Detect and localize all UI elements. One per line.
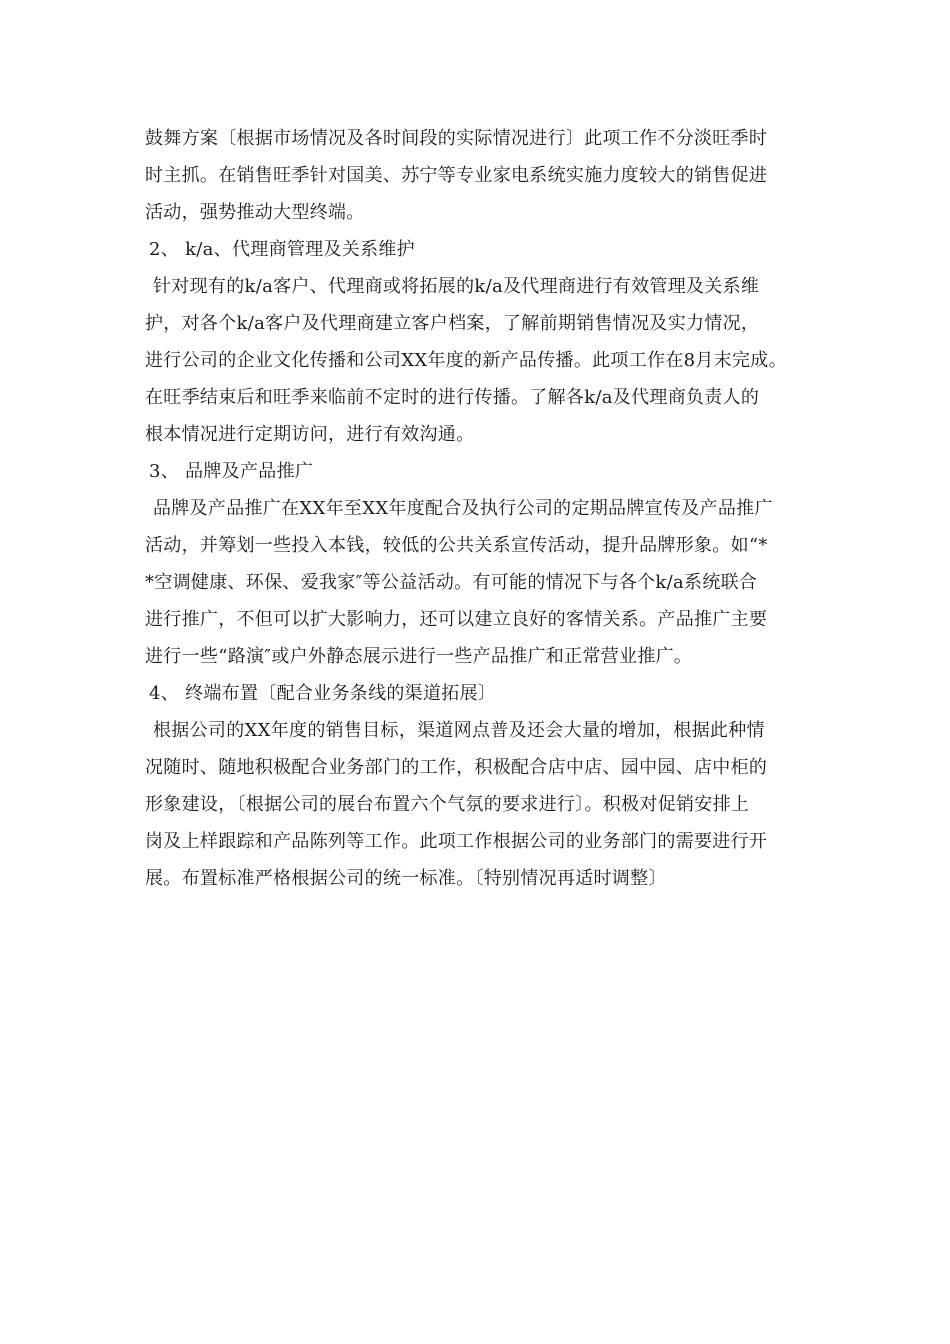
section-heading-2: 2、 k/a、代理商管理及关系维护 <box>149 239 415 260</box>
section-heading-3: 3、 品牌及产品推广 <box>149 461 314 482</box>
paragraph-line: 进行推广，不但可以扩大影响力，还可以建立良好的客情关系。产品推广主要 <box>145 609 768 630</box>
document-body <box>145 120 825 897</box>
paragraph-line: 针对现有的k/a客户、代理商或将拓展的k/a及代理商进行有效管理及关系维 <box>153 276 760 297</box>
paragraph-line: 展。布置标准严格根据公司的统一标准。〔特别情况再适时调整〕 <box>145 868 667 889</box>
paragraph-line: 护，对各个k/a客户及代理商建立客户档案，了解前期销售情况及实力情况， <box>145 313 760 334</box>
paragraph-line: 在旺季结束后和旺季来临前不定时的进行传播。了解各k/a及代理商负责人的 <box>145 387 760 408</box>
paragraph-line: 进行一些“路演″或户外静态展示进行一些产品推广和正常营业推广。 <box>145 646 693 667</box>
paragraph-line: 形象建设，〔根据公司的展台布置六个气氛的要求进行〕。积极对促销安排上 <box>145 794 750 815</box>
paragraph-line: *空调健康、环保、爱我家″等公益活动。有可能的情况下与各个k/a系统联合 <box>145 572 758 593</box>
paragraph-line: 时主抓。在销售旺季针对国美、苏宁等专业家电系统实施力度较大的销售促进 <box>145 165 768 186</box>
section-heading-4: 4、 终端布置〔配合业务条线的渠道拓展〕 <box>149 683 497 704</box>
paragraph-line: 进行公司的企业文化传播和公司XX年度的新产品传播。此项工作在8月末完成。 <box>145 350 787 371</box>
paragraph-line: 况随时、随地积极配合业务部门的工作，积极配合店中店、园中园、店中柜的 <box>145 757 768 778</box>
paragraph-line: 根本情况进行定期访问，进行有效沟通。 <box>145 424 475 445</box>
paragraph-line: 活动，强势推动大型终端。 <box>145 202 365 223</box>
paragraph-line: 品牌及产品推广在XX年至XX年度配合及执行公司的定期品牌宣传及产品推广 <box>153 498 773 519</box>
paragraph-line: 岗及上样跟踪和产品陈列等工作。此项工作根据公司的业务部门的需要进行开 <box>145 831 768 852</box>
paragraph-line: 活动，并筹划一些投入本钱，较低的公共关系宣传活动，提升品牌形象。如“* <box>145 535 768 556</box>
paragraph-line: 鼓舞方案〔根据市场情况及各时间段的实际情况进行〕此项工作不分淡旺季时 <box>145 128 768 149</box>
paragraph-line: 根据公司的XX年度的销售目标，渠道网点普及还会大量的增加，根据此种情 <box>153 720 765 741</box>
